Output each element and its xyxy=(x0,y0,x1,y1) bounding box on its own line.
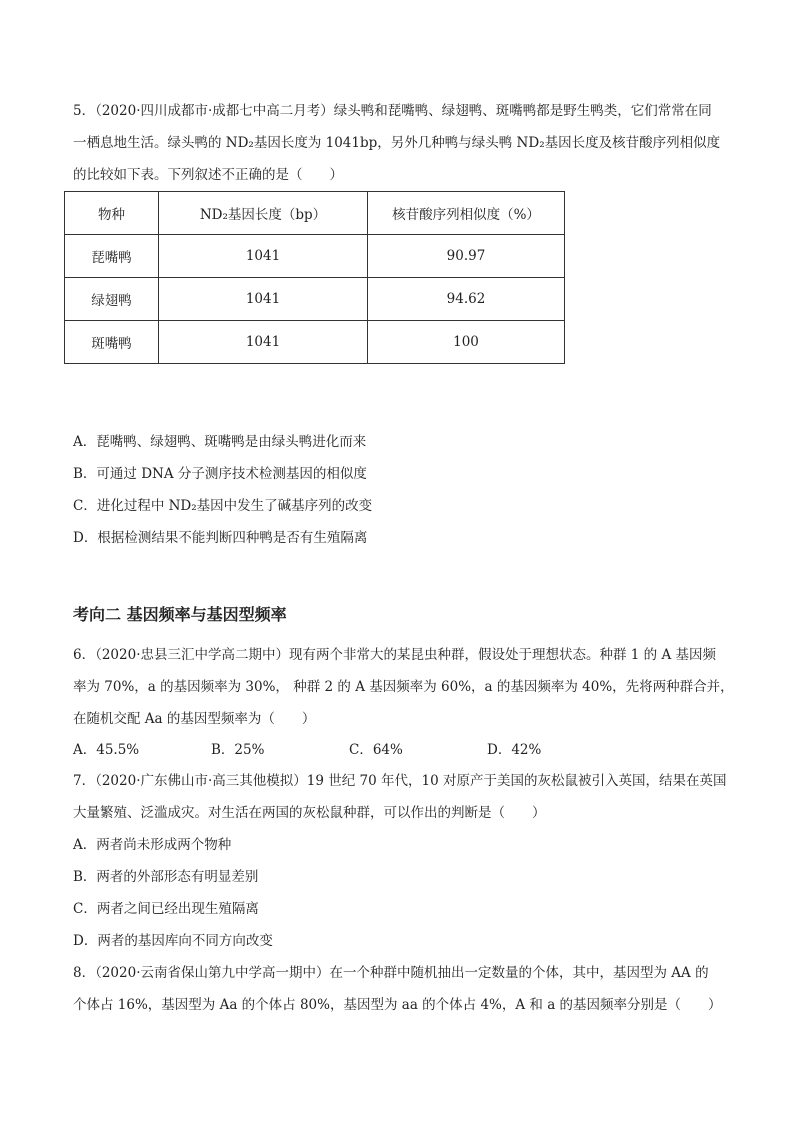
q5-stem-line2: 一栖息地生活。绿头鸭的 ND₂基因长度为 1041bp，另外几种鸭与绿头鸭 ND₂基因长度及核苷酸序列相似度 xyxy=(73,135,721,151)
table-cell: 琵嘴鸭 xyxy=(65,235,159,278)
table-cell: 绿翅鸭 xyxy=(65,278,159,321)
q5-option-c: C．进化过程中 ND₂基因中发生了碱基序列的改变 xyxy=(73,498,373,514)
q7-option-a: A．两者尚未形成两个物种 xyxy=(73,837,232,853)
q5-option-b: B．可通过 DNA 分子测序技术检测基因的相似度 xyxy=(73,466,367,482)
q7-option-d: D．两者的基因库向不同方向改变 xyxy=(73,933,273,949)
q8-stem-line2: 个体占 16%，基因型为 Aa 的个体占 80%，基因型为 aa 的个体占 4%，A 和 a 的基因频率分别是（ ） xyxy=(73,997,722,1013)
table-cell: 1041 xyxy=(159,321,368,364)
table-cell: 100 xyxy=(368,321,565,364)
q7-stem-line2: 大量繁殖、泛滥成灾。对生活在两国的灰松鼠种群，可以作出的判断是（ ） xyxy=(73,805,546,821)
table-cell: 90.97 xyxy=(368,235,565,278)
q5-stem-line1: 5．（2020·四川成都市·成都七中高二月考）绿头鸭和琵嘴鸭、绿翅鸭、斑嘴鸭都是野生鸭类，它们常常在同 xyxy=(73,103,712,119)
section-heading: 考向二 基因频率与基因型频率 xyxy=(73,605,287,624)
table-row xyxy=(65,235,565,278)
q6-stem-line3: 在随机交配 Aa 的基因型频率为（ ） xyxy=(73,711,316,727)
q5-option-d: D．根据检测结果不能判断四种鸭是否有生殖隔离 xyxy=(73,530,368,546)
table-cell: 1041 xyxy=(159,278,368,321)
q5-stem-line3: 的比较如下表。下列叙述不正确的是（ ） xyxy=(73,167,343,183)
q6-option-a: A．45.5% xyxy=(73,742,140,758)
q6-stem-line2: 率为 70%，a 的基因频率为 30%， 种群 2 的 A 基因频率为 60%，a 的基因频率为 40%，先将两种群合并， xyxy=(73,679,734,695)
table-cell: 94.62 xyxy=(368,278,565,321)
table-header-cell: 核苷酸序列相似度（%） xyxy=(368,192,565,235)
table-cell: 1041 xyxy=(159,235,368,278)
table-row xyxy=(65,278,565,321)
q6-stem-line1: 6．（2020·忠县三汇中学高二期中）现有两个非常大的某昆虫种群，假设处于理想状态。种群 1 的 A 基因频 xyxy=(73,647,716,663)
q5-option-a: A．琵嘴鸭、绿翅鸭、斑嘴鸭是由绿头鸭进化而来 xyxy=(73,434,367,450)
q7-option-c: C．两者之间已经出现生殖隔离 xyxy=(73,901,259,917)
q8-stem-line1: 8．（2020·云南省保山第九中学高一期中）在一个种群中随机抽出一定数量的个体，其中，基因型为 AA 的 xyxy=(73,965,709,981)
table-header-cell: ND₂基因长度（bp） xyxy=(159,192,368,235)
q6-option-c: C．64% xyxy=(349,742,403,758)
table-row xyxy=(65,321,565,364)
q6-option-b: B．25% xyxy=(211,742,265,758)
table-header-row xyxy=(65,192,565,235)
q6-option-d: D．42% xyxy=(487,742,542,758)
q7-stem-line1: 7．（2020·广东佛山市·高三其他模拟）19 世纪 70 年代，10 对原产于美国的灰松鼠被引入英国，结果在英国 xyxy=(73,773,727,789)
q5-data-table xyxy=(64,191,565,364)
q7-option-b: B．两者的外部形态有明显差别 xyxy=(73,869,259,885)
table-cell: 斑嘴鸭 xyxy=(65,321,159,364)
table-header-cell: 物种 xyxy=(65,192,159,235)
